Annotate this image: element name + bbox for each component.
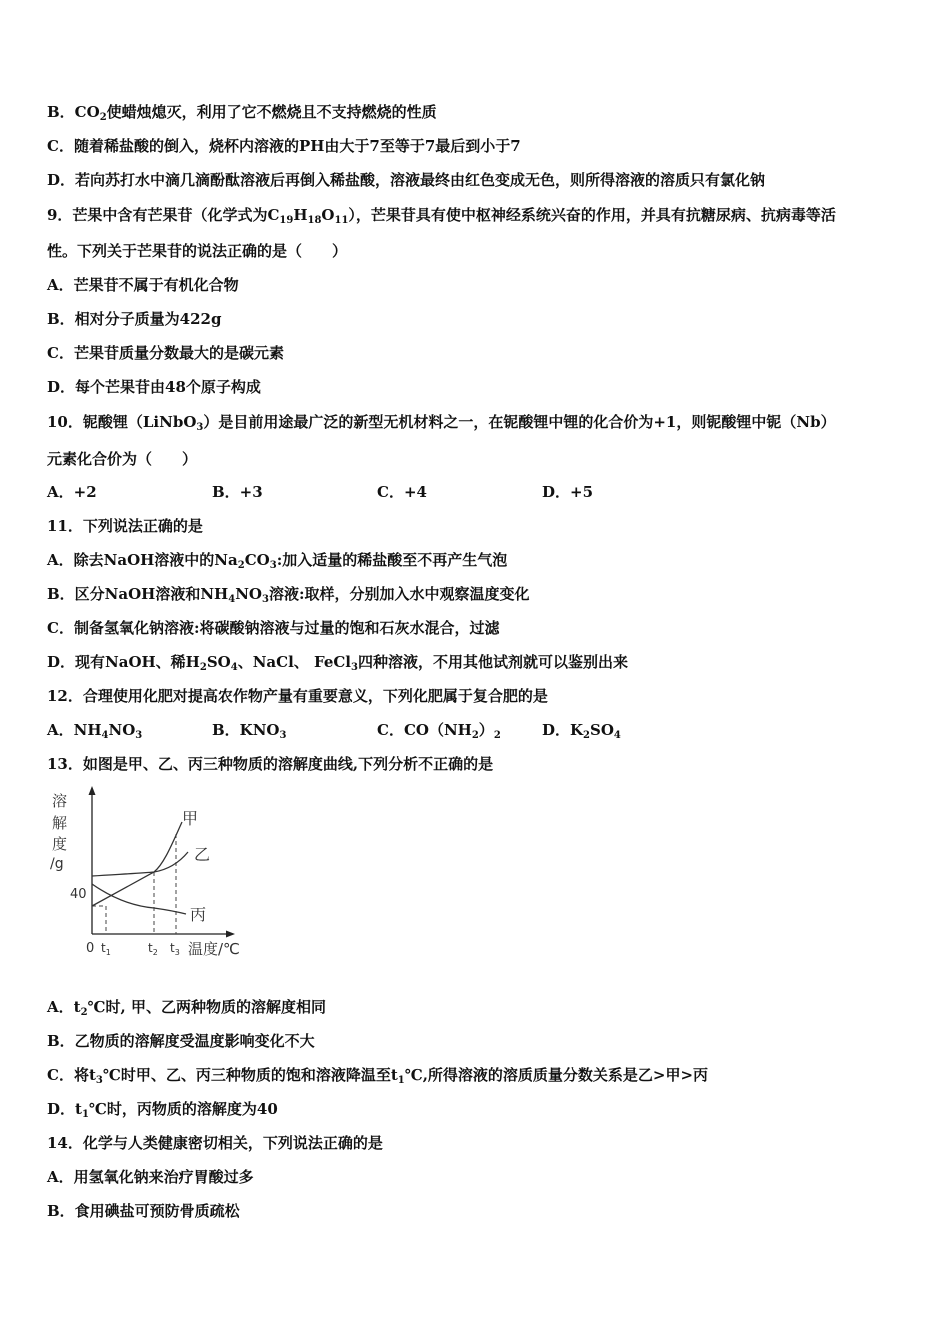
q8-option-c: C．随着稀盐酸的倒入，烧杯内溶液的PH由大于7至等于7最后到小于7	[47, 137, 521, 155]
q9-option-d: D．每个芒果苷由48个原子构成	[47, 378, 261, 396]
y-label-char-2: 解	[52, 814, 68, 832]
q9-stem: 9．芒果中含有芒果苷（化学式为$C_{19}H_{18}O_{11}$），芒果苷具有使中枢神经系统兴奋的作用，并具有抗糖尿病、抗病毒等活	[47, 206, 836, 226]
q11-stem: 11．下列说法正确的是	[47, 517, 203, 535]
q14-stem: 14．化学与人类健康密切相关，下列说法正确的是	[47, 1134, 383, 1152]
curve-jia	[92, 822, 182, 906]
q11-option-d: D．现有NaOH、稀$H_2SO_4$、NaCl、 FeCl$_3$四种溶液，不用其他试剂就可以鉴别出来	[47, 653, 628, 673]
solubility-curve-figure	[44, 782, 254, 962]
q10-option-a: A．+2	[47, 483, 97, 501]
label-bing: 丙	[190, 905, 207, 924]
curve-yi	[92, 852, 188, 876]
y-axis-arrow	[89, 786, 96, 795]
q10-option-c: C．+4	[377, 483, 427, 501]
x-axis-label: 温度/℃	[188, 940, 240, 958]
q10-option-b: B．+3	[212, 483, 263, 501]
q9-stem-2: 性。下列关于芒果苷的说法正确的是（ ）	[47, 242, 348, 260]
x-tick-t2: $t_2$	[148, 941, 158, 957]
y-tick-40: 40	[70, 887, 87, 902]
q13-stem: 13．如图是甲、乙、丙三种物质的溶解度曲线,下列分析不正确的是	[47, 755, 494, 773]
x-tick-t1: $t_1$	[101, 941, 111, 957]
y-label-char-1: 溶	[52, 792, 68, 810]
q13-option-a: A．$t_2℃$时, 甲、乙两种物质的溶解度相同	[47, 998, 326, 1018]
q13-option-c: C．将$t_3℃$时甲、乙、丙三种物质的饱和溶液降温至$t_1℃$,所得溶液的溶质质量分数关系是乙>甲>丙	[47, 1066, 709, 1086]
q10-stem: 10．铌酸锂（LiNbO$_3$）是目前用途最广泛的新型无机材料之一，在铌酸锂中锂的化合价为+1，则铌酸锂中铌（Nb）	[47, 413, 836, 433]
q13-option-d: D．$t_1℃$时，丙物质的溶解度为40	[47, 1100, 278, 1120]
label-yi: 乙	[194, 845, 211, 864]
q12-option-d: D．$K_2SO_4$	[542, 721, 621, 741]
q9-option-c: C．芒果苷质量分数最大的是碳元素	[47, 344, 284, 362]
q11-option-b: B．区分NaOH溶液和$NH_4NO_3$溶液:取样，分别加入水中观察温度变化	[47, 585, 530, 605]
q14-option-b: B．食用碘盐可预防骨质疏松	[47, 1202, 240, 1220]
q11-option-a: A．除去NaOH溶液中的$Na_2CO_3$:加入适量的稀盐酸至不再产生气泡	[47, 551, 508, 571]
x-axis-arrow	[226, 931, 235, 938]
q12-option-c: C．$CO(NH_2)_2$	[377, 721, 501, 741]
q11-option-c: C．制备氢氧化钠溶液:将碳酸钠溶液与过量的饱和石灰水混合，过滤	[47, 619, 500, 637]
x-tick-t3: $t_3$	[170, 941, 180, 957]
q8-option-d: D．若向苏打水中滴几滴酚酞溶液后再倒入稀盐酸，溶液最终由红色变成无色，则所得溶液的溶质只有氯化钠	[47, 171, 766, 189]
q10-stem-2: 元素化合价为（ ）	[47, 450, 198, 468]
q12-option-b: B．$KNO_3$	[212, 721, 287, 741]
q8-option-b: B．$CO_2$使蜡烛熄灭，利用了它不燃烧且不支持燃烧的性质	[47, 103, 437, 123]
q12-option-a: A．$NH_4NO_3$	[47, 721, 143, 741]
q9-option-a: A．芒果苷不属于有机化合物	[47, 276, 239, 294]
y-label-char-3: 度	[52, 835, 68, 853]
q13-option-b: B．乙物质的溶解度受温度影响变化不大	[47, 1032, 315, 1050]
q14-option-a: A．用氢氧化钠来治疗胃酸过多	[47, 1168, 254, 1186]
q12-stem: 12．合理使用化肥对提高农作物产量有重要意义，下列化肥属于复合肥的是	[47, 687, 548, 705]
q10-option-d: D．+5	[542, 483, 594, 501]
q9-option-b: B．相对分子质量为422g	[47, 310, 222, 328]
label-jia: 甲	[182, 809, 199, 828]
y-label-char-4: /g	[50, 856, 64, 872]
x-origin: 0	[86, 941, 95, 956]
